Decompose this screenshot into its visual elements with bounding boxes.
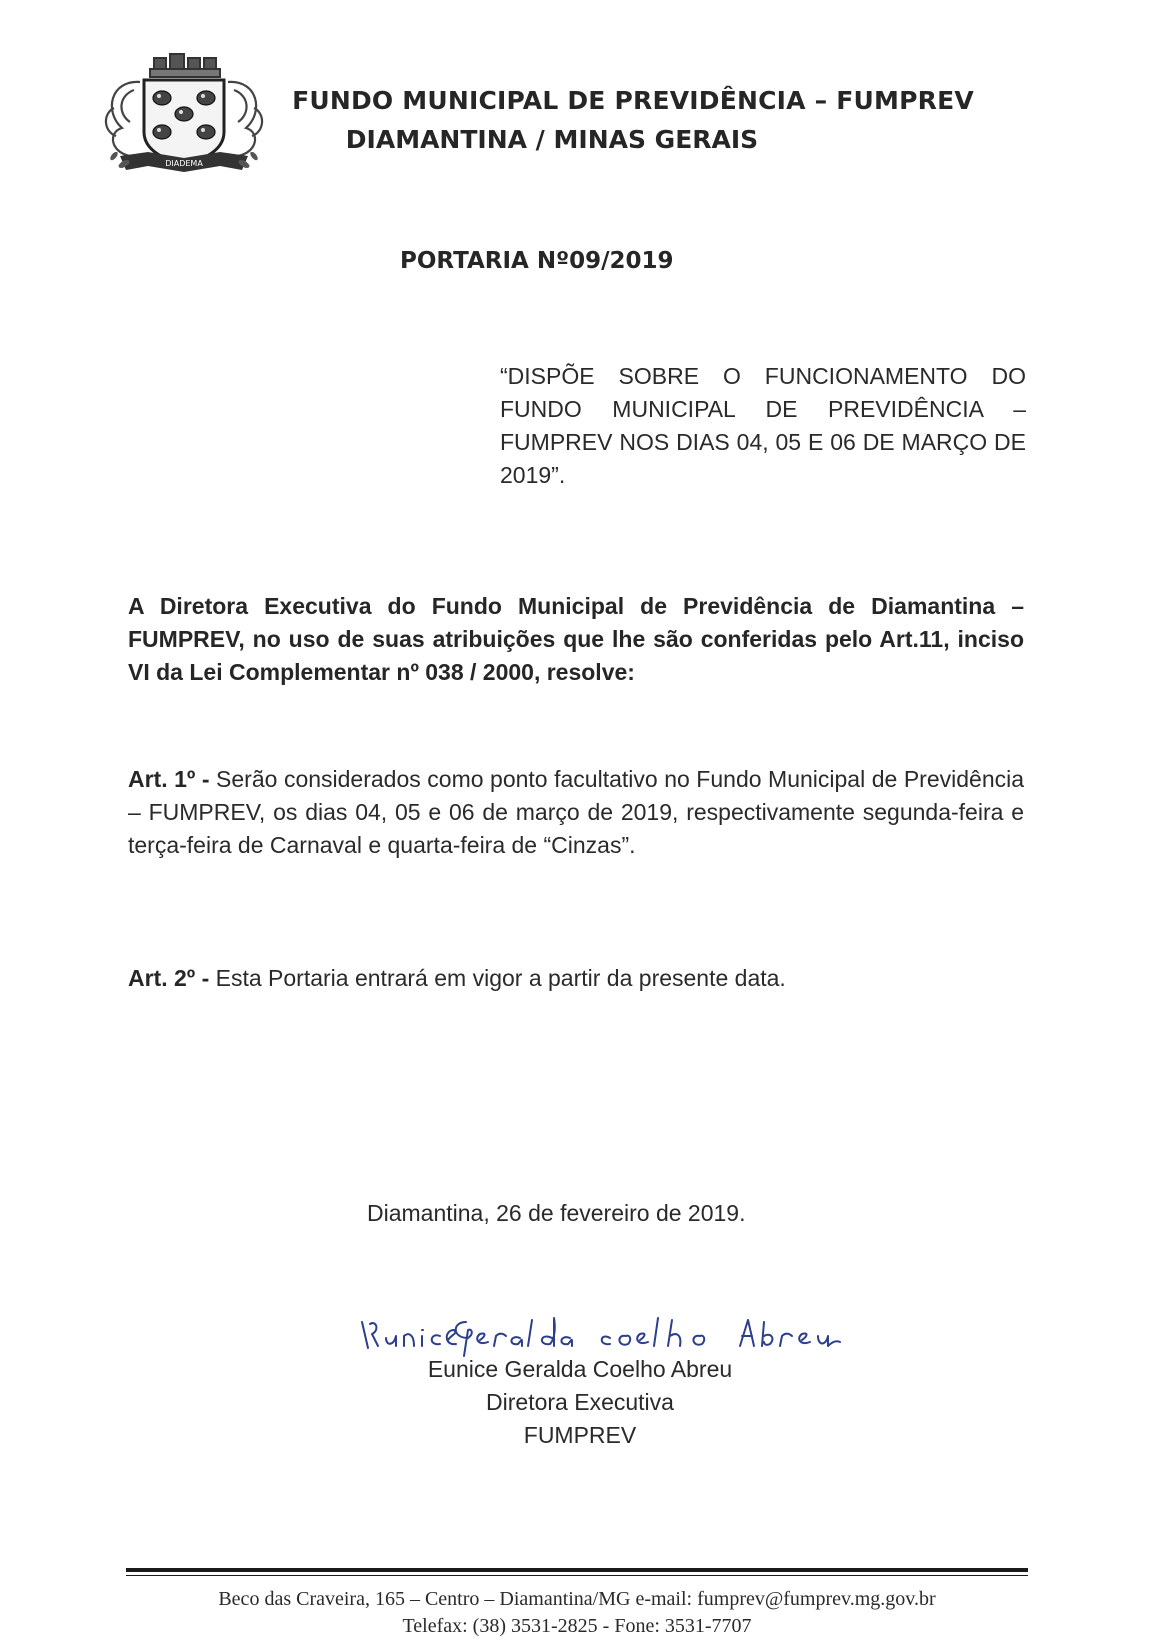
footer-address: Beco das Craveira, 165 – Centro – Diamantina/MG e-mail: fumprev@fumprev.mg.gov.br bbox=[218, 1588, 936, 1610]
preamble-paragraph: A Diretora Executiva do Fundo Municipal de Previdência de Diamantina – FUMPREV, no uso de suas atribuições que lhe são conferidas pelo Art.11, inciso VI da Lei Complementar nº 038 / 2000, resolve: bbox=[128, 593, 1024, 685]
institution-location: DIAMANTINA / MINAS GERAIS bbox=[345, 125, 759, 154]
article-2-label: Art. 2º - bbox=[128, 965, 210, 991]
institution-name: FUNDO MUNICIPAL DE PREVIDÊNCIA – FUMPREV bbox=[292, 86, 974, 115]
footer-divider-thin bbox=[126, 1575, 1028, 1576]
document-title: PORTARIA Nº09/2019 bbox=[400, 248, 674, 274]
ementa-summary: “DISPÕE SOBRE O FUNCIONAMENTO DO FUNDO MUNICIPAL DE PREVIDÊNCIA – FUMPREV NOS DIAS 04, 05 E 06 DE MARÇO DE 2019”. bbox=[500, 363, 1026, 488]
article-1 bbox=[128, 763, 1024, 862]
footer-divider bbox=[126, 1568, 1028, 1572]
signer-block bbox=[380, 1353, 780, 1452]
signer-role: Diretora Executiva bbox=[486, 1389, 674, 1415]
signer-name: Eunice Geralda Coelho Abreu bbox=[427, 1356, 733, 1382]
document-header bbox=[280, 86, 1000, 154]
footer-phones: Telefax: (38) 3531-2825 - Fone: 3531-7707 bbox=[402, 1615, 752, 1637]
handwritten-signature bbox=[356, 1300, 916, 1360]
article-2 bbox=[128, 962, 1024, 995]
svg-text:DIADEMA: DIADEMA bbox=[165, 159, 203, 168]
article-2-text: Esta Portaria entrará em vigor a partir da presente data. bbox=[215, 965, 786, 991]
article-1-text: Serão considerados como ponto facultativo no Fundo Municipal de Previdência – FUMPREV, os dias 04, 05 e 06 de março de 2019, respectivamente segunda-feira e terça-feira de Carnaval e quarta-feira de “Cinzas”. bbox=[128, 766, 1025, 858]
date-line: Diamantina, 26 de fevereiro de 2019. bbox=[367, 1200, 746, 1226]
footer-contact bbox=[126, 1586, 1028, 1640]
municipal-crest-logo bbox=[100, 52, 268, 180]
article-1-label: Art. 1º - bbox=[128, 766, 210, 792]
signer-organization: FUMPREV bbox=[523, 1422, 637, 1448]
